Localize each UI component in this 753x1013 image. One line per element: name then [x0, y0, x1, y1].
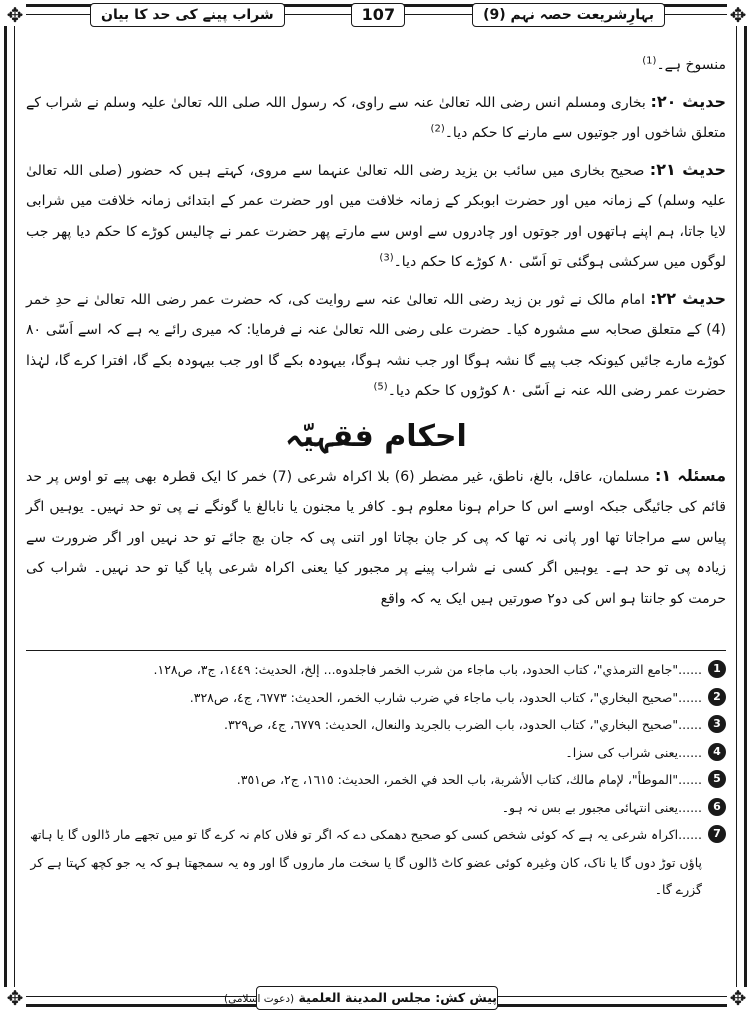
ornament-top-left-icon: ✥ [4, 4, 26, 26]
ornament-bottom-left-icon: ✥ [4, 987, 26, 1009]
masala-1 [26, 461, 726, 615]
publisher-prefix: پیش کش: [435, 990, 497, 1005]
footnote-number: 3 [708, 715, 726, 733]
footnote-item [26, 794, 726, 822]
hadith-label: حدیث ۲۱: [649, 159, 726, 179]
publisher-name: مجلس المدينة العلمية [298, 990, 431, 1005]
page-header [90, 2, 665, 28]
hadith-22 [26, 284, 726, 407]
footnotes [26, 656, 726, 904]
masala-label: مسئلہ ۱: [654, 465, 727, 485]
hadith-label: حدیث ۲۲: [650, 288, 726, 308]
footnote-text: ......"الموطأ"، لإمام مالك، كتاب الأشربة، باب الحد في الخمر، الحديث: ١٦١٥، ج٢، ص٣٥١. [236, 772, 702, 787]
footnote-text: ......"صحيح البخاري"، كتاب الحدود، باب الضرب بالجريد والنعال، الحديث: ٦٧٧٩، ج٤، ص٣٢٩. [223, 717, 702, 732]
section-title: احکام فقہیّہ [285, 418, 467, 454]
hadith-text: بخاری ومسلم انس رضی اللہ تعالیٰ عنہ سے راوی، کہ رسول اللہ صلی اللہ تعالیٰ علیہ وسلم نے شراب کے متعلق شاخوں اور جوتیوں سے مارنے کا حکم دیا۔ [26, 94, 726, 141]
footnote-ref[interactable]: (2) [430, 123, 445, 135]
footnote-item [26, 711, 726, 739]
book-title: بہارِشریعت حصہ نہم (9) [472, 3, 665, 27]
footnote-number: 5 [708, 770, 726, 788]
ornament-top-right-icon: ✥ [727, 4, 749, 26]
footnote-text: ......"صحيح البخاري"، كتاب الحدود، باب ماجاء في ضرب شارب الخمر، الحديث: ٦٧٧٣، ج٤، ص٣٢٨. [189, 689, 702, 705]
ornament-bottom-right-icon: ✥ [727, 987, 749, 1009]
paragraph-text: منسوخ ہے۔ [656, 57, 726, 73]
footnote-ref[interactable]: (1) [642, 55, 657, 67]
footnote-text: ......یعنی انتہائی مجبور بے بس نہ ہو۔ [501, 799, 702, 815]
publisher-banner [223, 986, 498, 1010]
hadith-20 [26, 87, 726, 149]
hadith-text: امام مالک نے ثور بن زید رضی اللہ تعالیٰ عنہ سے روایت کی، کہ حضرت عمر رضی اللہ تعالیٰ نے حدِ خمر (4) کے متعلق صحابہ سے مشورہ کیا۔ حضرت علی رضی اللہ تعالیٰ عنہ نے فرمایا: کہ میری رائے یہ ہے کہ اسے اَسّی ۸۰ کوڑے مارے جائیں کیونکہ جب پیے گا نشہ ہوگا اور جب نشہ ہوگا، بیہودہ بکے گا اور جب بیہودہ بکے گا، افترا کرے گا، لہٰذا حضرت عمر رضی اللہ عنہ نے اَسّی ۸۰ کوڑوں کا حکم دیا۔ [26, 291, 726, 399]
hadith-label: حدیث ۲۰: [650, 91, 726, 111]
hadith-21 [26, 155, 726, 278]
masala-text: مسلمان، عاقل، بالغ، ناطق، غیر مضطر (6) بلا اکراہ شرعی (7) خمر کا ایک قطرہ بھی پیے تو اوس پر حد قائم کی جائیگی جبکہ اوسے اس کا حرام ہونا معلوم ہو۔ کافر یا مجنون یا نابالغ یا گونگے نے پی تو حد نہیں۔ یوہیں اگر پیاس سے مراجاتا تھا اور پانی نہ تھا کہ پی کر جان بچاتا اور اتنی پی کہ جان بچ جائے تو حد نہیں اور اگر ضرورت سے زیادہ پی تو حد ہے۔ یوہیں اگر کسی نے شراب پینے پر مجبور کیا یعنی اکراہ شرعی پایا گیا تو حد نہیں۔ شراب کی حرمت کو جانتا ہو اس کی دو۲ صورتیں ہیں ایک یہ کہ واقع [26, 468, 726, 607]
footnote-number: 1 [708, 660, 726, 678]
footnote-number: 2 [708, 688, 726, 706]
footnote-item [26, 766, 726, 794]
footnote-item [26, 684, 726, 712]
footnote-ref[interactable]: (5) [373, 381, 388, 393]
publisher-sub: (دعوت اسلامی) [223, 993, 295, 1005]
footnote-text: ......"جامع الترمذي"، كتاب الحدود، باب ماجاء من شرب الخمر فاجلدوه... إلخ، الحديث: ١٤٤٩، ج٣، ص١٢٨. [153, 662, 702, 677]
chapter-title: شراب پینے کی حد کا بیان [90, 3, 285, 27]
footnote-item [26, 739, 726, 767]
footnote-number: 6 [708, 798, 726, 816]
footnote-divider [26, 650, 726, 651]
footnote-item [26, 821, 726, 904]
footnote-ref[interactable]: (3) [379, 252, 394, 264]
footnote-text: ......اکراہ شرعی یہ ہے کہ کوئی شخص کسی کو صحیح دھمکی دے کہ اگر تو فلاں کام نہ کرے گا تو میں تجھے مار ڈالوں گا یا ہاتھ پاؤں توڑ دوں گا یا ناک، کان وغیرہ کوئی عضو کاٹ ڈالوں گا یا سخت مار ماروں گا اور وہ یہ سمجھتا ہو کہ یہ جو کچھ کہتا ہے کر گزرے گا۔ [30, 827, 702, 897]
page-number: 107 [351, 3, 405, 27]
footnote-text: ......یعنی شراب کی سزا۔ [565, 744, 702, 760]
footnote-number: 7 [708, 825, 726, 843]
hadith-text: صحیح بخاری میں سائب بن یزید رضی اللہ تعالیٰ عنہما سے مروی، کہتے ہیں کہ حضور (صلی اللہ تعالیٰ علیہ وسلم) کے زمانہ میں اور حضرت ابوبکر کے زمانہ خلافت میں اور حضرت عمر کے ابتدائی زمانہ خلافت میں شرابی لایا جاتا، ہم اپنے ہاتھوں اور جوتوں اور چادروں سے اوس سے مارتے پھر حضرت عمر نے چالیس کوڑے کا حکم دیا پھر جب لوگوں میں سرکشی ہوگئی تو اَسّی ۸۰ کوڑے کا حکم دیا۔ [26, 162, 726, 270]
paragraph-mansookh [26, 50, 726, 81]
footnote-item [26, 656, 726, 684]
footnote-number: 4 [708, 743, 726, 761]
main-text [26, 50, 726, 620]
